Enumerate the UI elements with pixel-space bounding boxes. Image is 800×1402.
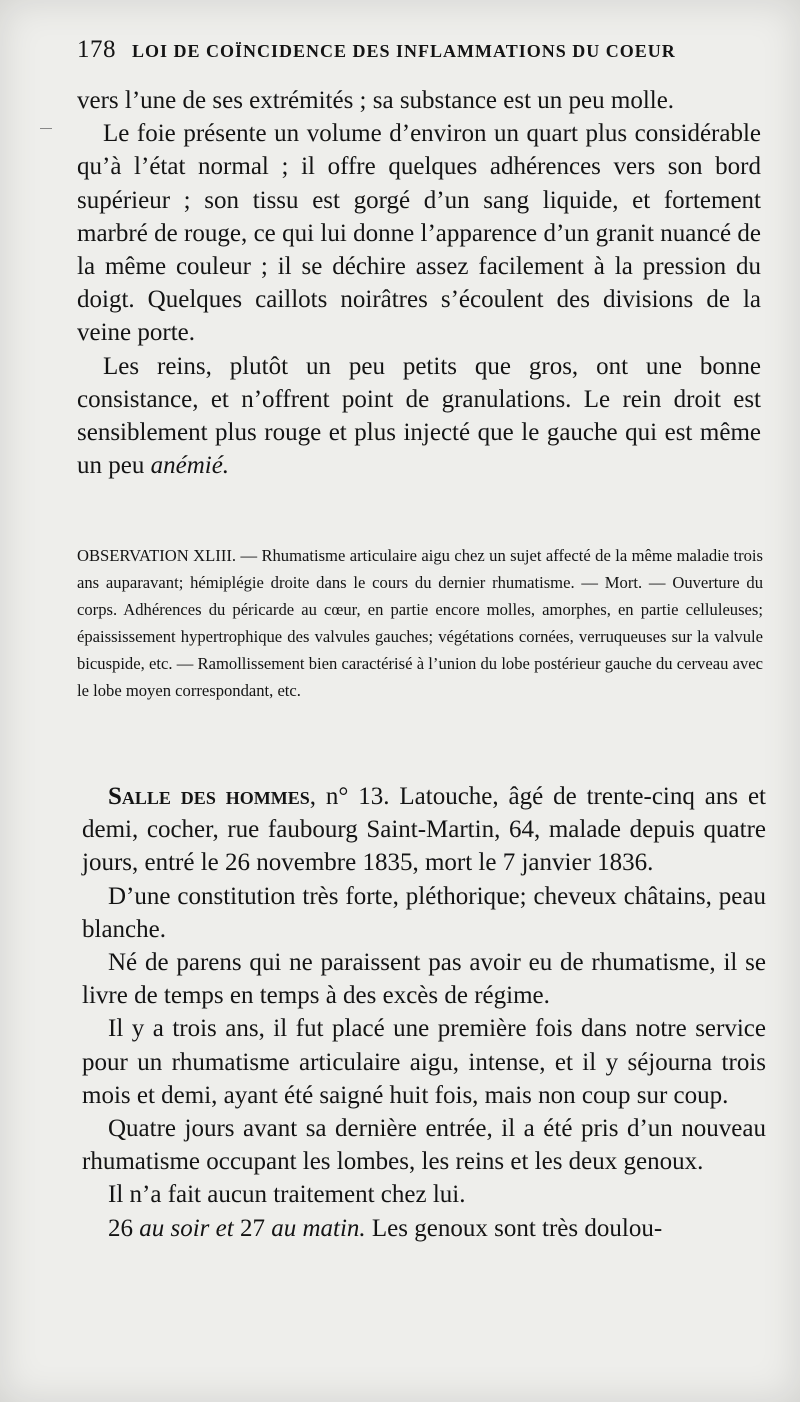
ward-name: Salle des hommes (108, 783, 310, 810)
paragraph: Il y a trois ans, il fut placé une première fois dans notre service pour un rhumatisme articulaire aigu, intense, et il y séjourna trois mois et demi, ayant été saigné huit fois, mais non coup sur coup. (82, 1015, 766, 1109)
body-text-top (77, 84, 761, 482)
observation-text: — Rhumatisme articulaire aigu chez un sujet affecté de la même maladie trois ans auparavant; hémiplégie droite dans le cours du dernier rhumatisme. — Mort. — Ouverture du corps. Adhérences du péricarde au cœur, en partie encore molles, amorphes, en partie celluleuses; épaississement hypertrophique des valvules gauches; végétations cornées, verruqueuses sur la valvule bicuspide, etc. — Ramollissement bien caractérisé à l’union du lobe postérieur gauche du cerveau avec le lobe moyen correspondant, etc. (77, 546, 764, 700)
margin-mark (40, 128, 52, 129)
paragraph: Le foie présente un volume d’environ un quart plus considérable qu’à l’état normal ; il offre quelques adhérences vers son bord supérieur ; son tissu est gorgé d’un sang liquide, et fortement marbré de rouge, ce qui lui donne l’apparence d’un granit nuancé de la même couleur ; il se déchire assez facilement à la pression du doigt. Quelques caillots noirâtres s’écoulent des divisions de la veine porte. (77, 120, 761, 347)
running-title: LOI DE COÏNCIDENCE DES INFLAMMATIONS DU COEUR (132, 41, 676, 61)
paragraph-text: Les genoux sont très doulou- (371, 1214, 663, 1242)
paragraph: D’une constitution très forte, pléthorique; cheveux châtains, peau blanche. (82, 882, 766, 943)
date-number: 26 (108, 1214, 133, 1242)
paragraph: Né de parens qui ne paraissent pas avoir eu de rhumatisme, il se livre de temps en temps à des excès de régime. (82, 949, 766, 1010)
paragraph (77, 350, 761, 483)
page-number: 178 (77, 36, 116, 63)
observation-heading: OBSERVATION XLIII. (77, 546, 237, 565)
paragraph: Quatre jours avant sa dernière entrée, il a été pris d’un nouveau rhumatisme occupant les lombes, les reins et les deux genoux. (82, 1115, 766, 1176)
italic-text: au soir et (139, 1214, 234, 1242)
running-header (77, 36, 767, 64)
paragraph: vers l’une de ses extrémités ; sa substance est un peu molle. (77, 87, 675, 114)
italic-text: au matin. (271, 1214, 366, 1242)
case-intro (82, 780, 766, 880)
date-number: 27 (239, 1214, 265, 1242)
italic-word: anémié. (150, 452, 230, 480)
paragraph: Il n’a fait aucun traitement chez lui. (108, 1181, 466, 1209)
last-line (82, 1212, 766, 1245)
body-text-bottom (82, 780, 766, 1245)
observation-summary (77, 542, 763, 704)
paragraph-text: Les reins, plutôt un peu petits que gros, ont une bonne consistance, et n’offrent point de granulations. Le rein droit est sensiblement plus rouge et plus injecté que le gauche qui est même un peu (77, 352, 761, 480)
case-intro-text: , n° 13. Latouche, âgé de trente-cinq ans et demi, cocher, rue faubourg Saint-Martin, 64, malade depuis quatre jours, entré le 26 novembre 1835, mort le 7 janvier 1836. (82, 783, 767, 877)
